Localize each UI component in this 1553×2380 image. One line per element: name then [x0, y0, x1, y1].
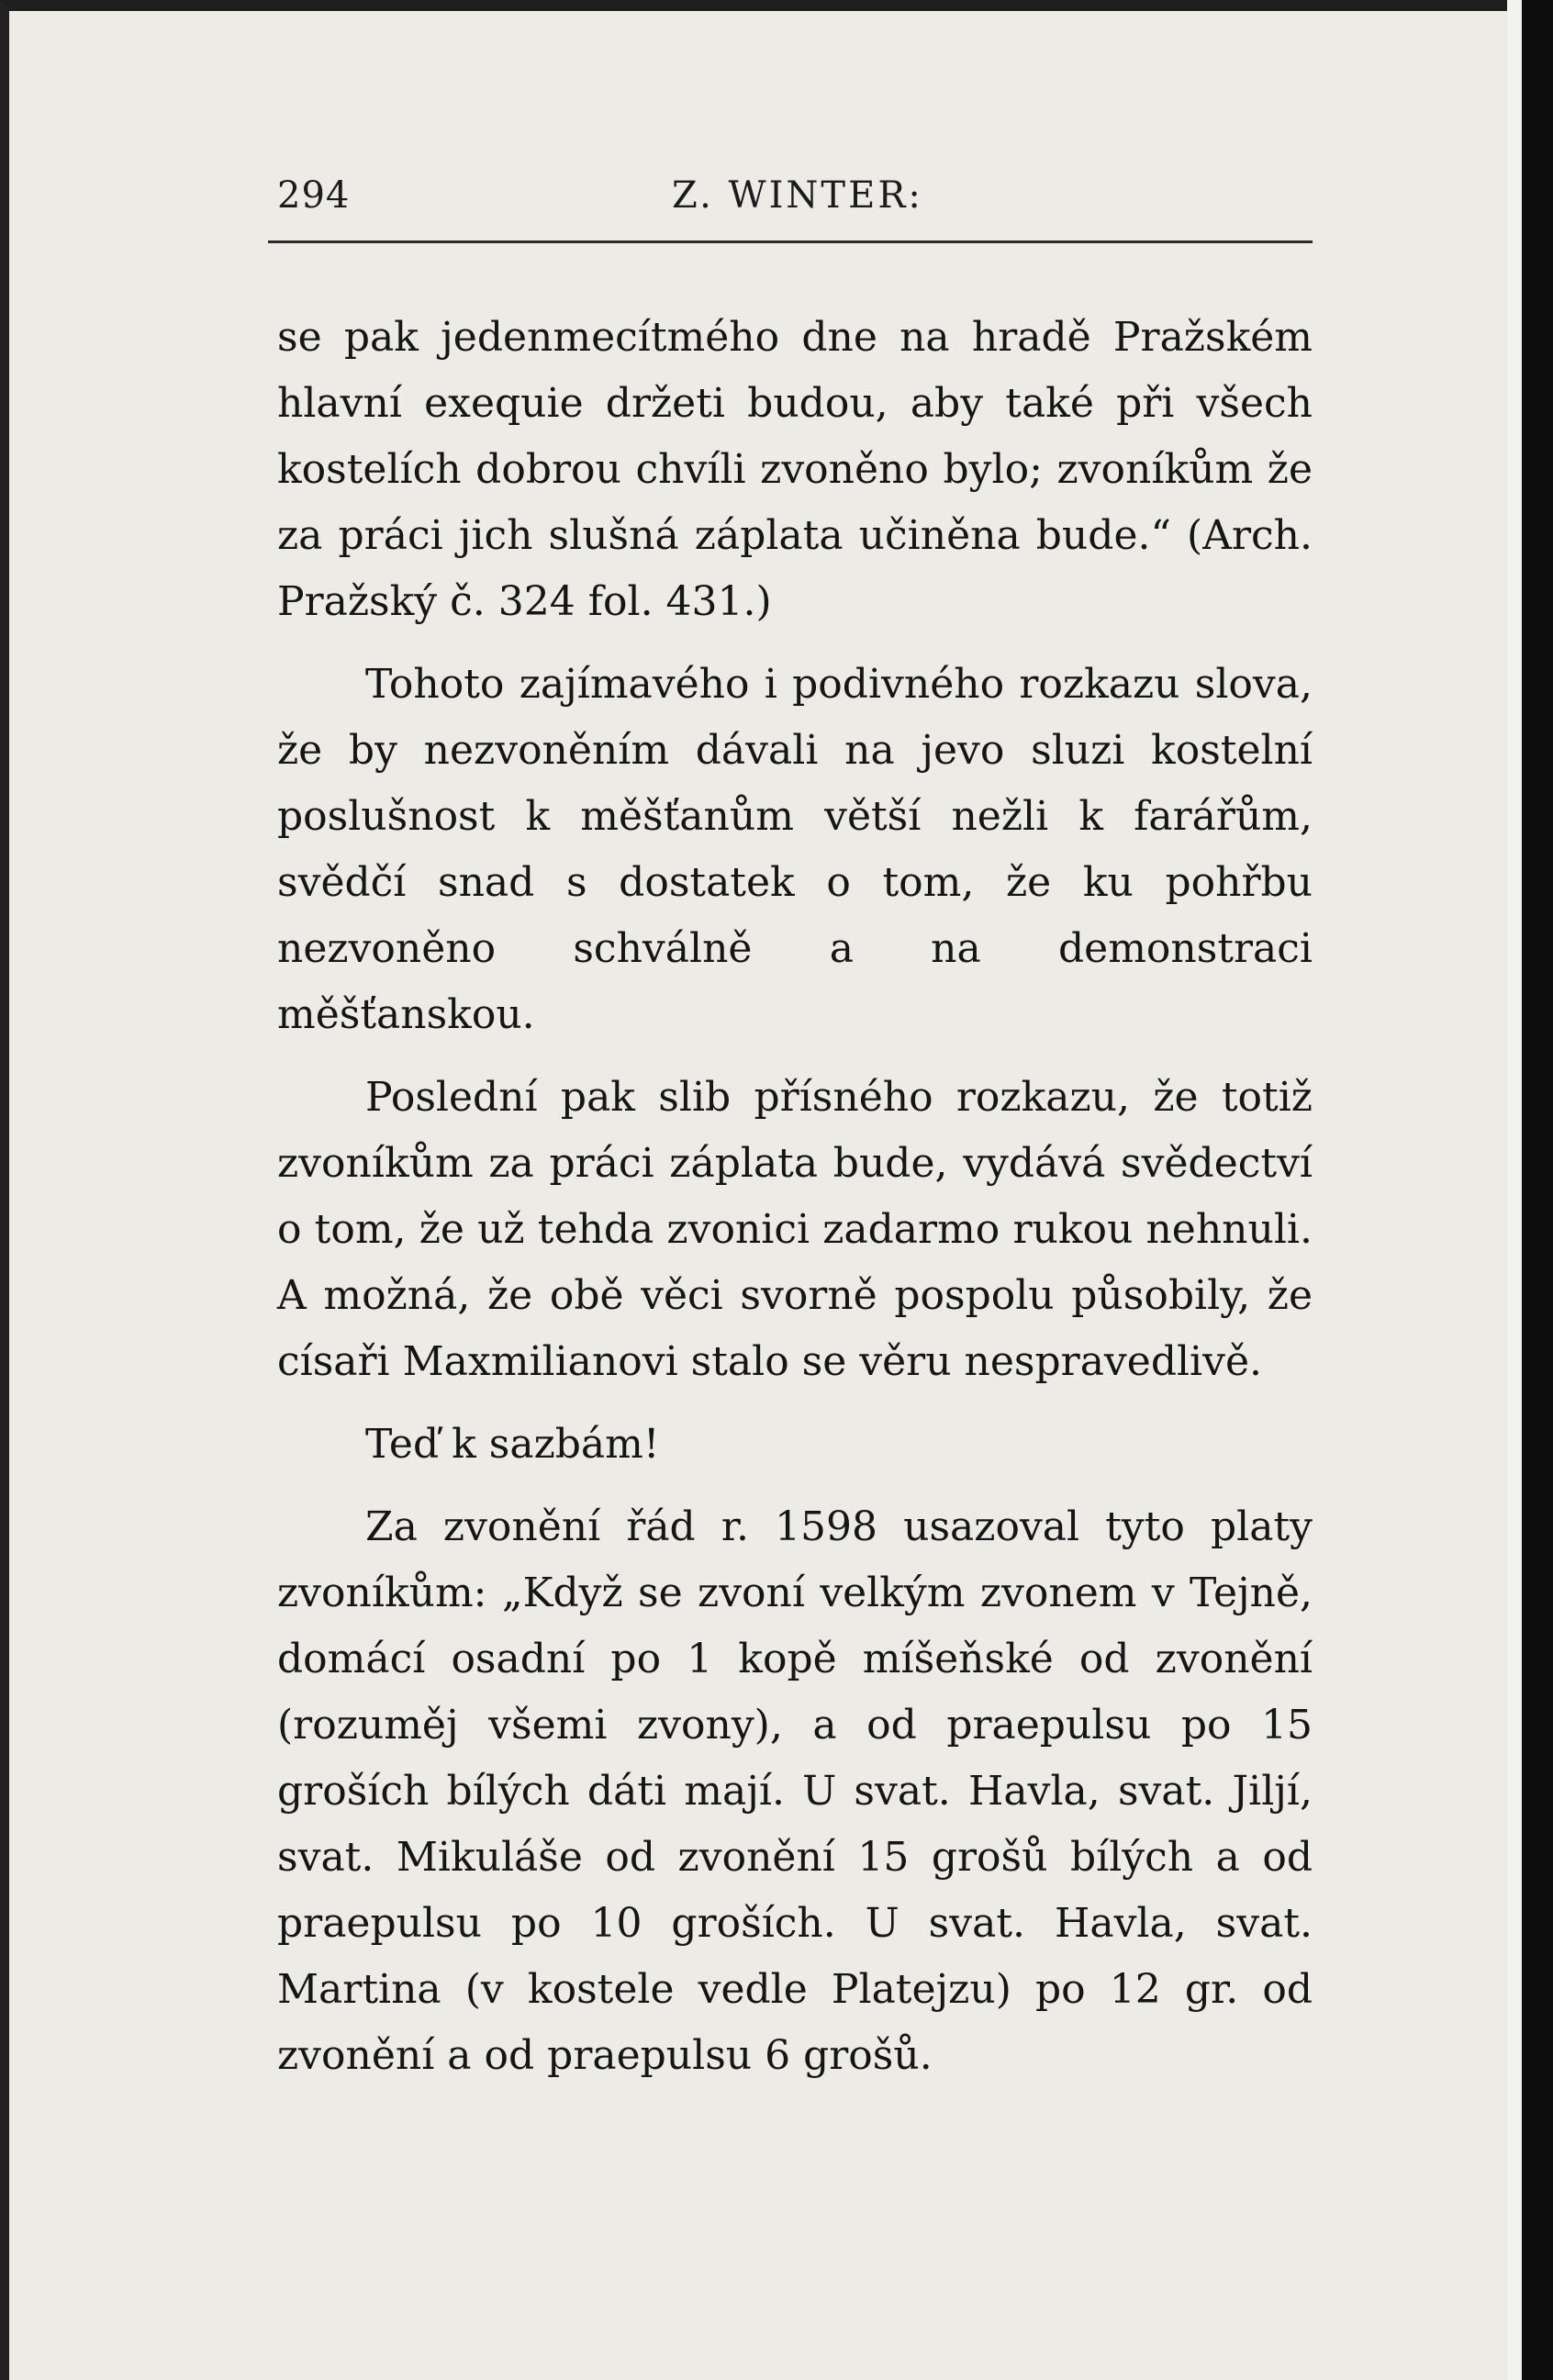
paragraph-1: se pak jedenmecítmého dne na hradě Pražském hlavní exequie držeti budou, aby také při všech kostelích dobrou chvíli zvoněno bylo; zvoníkům že za práci jich slušná záplata učiněna bude.“ (Arch. Pražský č. 324 fol. 431.) [277, 314, 1313, 625]
paragraph-5: Za zvonění řád r. 1598 usazoval tyto platy zvoníkům: „Když se zvoní velkým zvonem v Tejně, domácí osadní po 1 kopě míšeňské od zvonění (rozuměj všemi zvony), a od praepulsu po 15 groších bílých dáti mají. U svat. Havla, svat. Jiljí, svat. Mikuláše od zvonění 15 grošů bílých a od praepulsu po 10 groších. U svat. Havla, svat. Martina (v kostele vedle Platejzu) po 12 gr. od zvonění a od praepulsu 6 grošů. [277, 1503, 1313, 2079]
paragraph-4: Teď k sazbám! [365, 1421, 660, 1468]
body-text [277, 305, 1313, 2106]
running-title: Z. WINTER: [672, 174, 923, 217]
scan-edge [1507, 0, 1553, 2380]
paragraph-3: Poslední pak slib přísného rozkazu, že totiž zvoníkům za práci záplata bude, vydává svědectví o tom, že už tehda zvonici zadarmo rukou nehnuli. A možná, že obě věci svorně pospolu působily, že císaři Maxmilianovi stalo se věru nespravedlivě. [277, 1074, 1313, 1385]
header-rule [268, 240, 1313, 243]
page-header [268, 174, 1313, 229]
paragraph-2: Tohoto zajímavého i podivného rozkazu slova, že by nezvoněním dávali na jevo sluzi kostelní poslušnost k měšťanům větší nežli k farářům, svědčí snad s dostatek o tom, že ku pohřbu nezvoněno schválně a na demonstraci měšťanskou. [277, 661, 1313, 1038]
page-number: 294 [277, 174, 351, 217]
